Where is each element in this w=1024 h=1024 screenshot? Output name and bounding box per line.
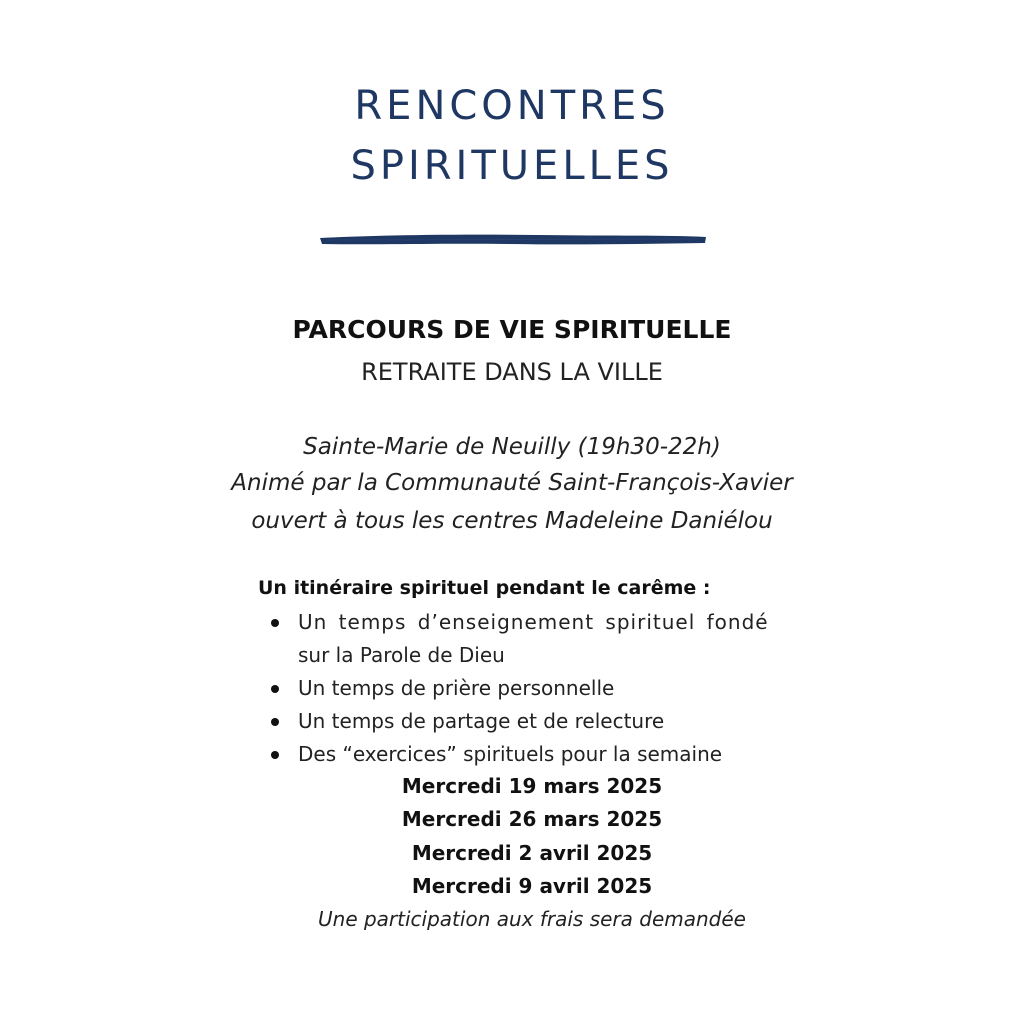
date-3: Mercredi 2 avril 2025 <box>411 841 653 865</box>
info-location: Sainte-Marie de Neuilly (19h30-22h) <box>303 434 721 460</box>
info-organizer: Animé par la Communauté Saint-François-Xavier <box>231 470 793 496</box>
itinerary-intro: Un itinéraire spirituel pendant le carême : <box>258 577 711 599</box>
list-item <box>268 738 828 771</box>
title-line-1: RENCONTRES <box>354 83 670 129</box>
info-audience: ouvert à tous les centres Madeleine Daniélou <box>251 508 773 534</box>
date-2: Mercredi 26 mars 2025 <box>401 807 663 831</box>
list-item-text: Un temps de prière personnelle <box>298 676 615 700</box>
date-1: Mercredi 19 mars 2025 <box>401 774 663 798</box>
title-line-2: SPIRITUELLES <box>350 143 674 189</box>
list-item <box>268 705 828 738</box>
list-item-text-continued: sur la Parole de Dieu <box>298 643 505 667</box>
program-heading: PARCOURS DE VIE SPIRITUELLE <box>292 315 732 344</box>
list-item-text: Des “exercices” spirituels pour la semaine <box>298 742 723 766</box>
list-item <box>268 606 828 672</box>
date-4: Mercredi 9 avril 2025 <box>411 874 653 898</box>
itinerary-list <box>268 606 828 771</box>
fee-note: Une participation aux frais sera demandée <box>318 907 746 931</box>
list-item-text: Un temps d’enseignement spirituel fondé <box>298 610 769 634</box>
program-subheading: RETRAITE DANS LA VILLE <box>361 358 663 386</box>
list-item-text: Un temps de partage et de relecture <box>298 709 665 733</box>
brush-stroke-divider <box>318 232 708 248</box>
list-item <box>268 672 828 705</box>
